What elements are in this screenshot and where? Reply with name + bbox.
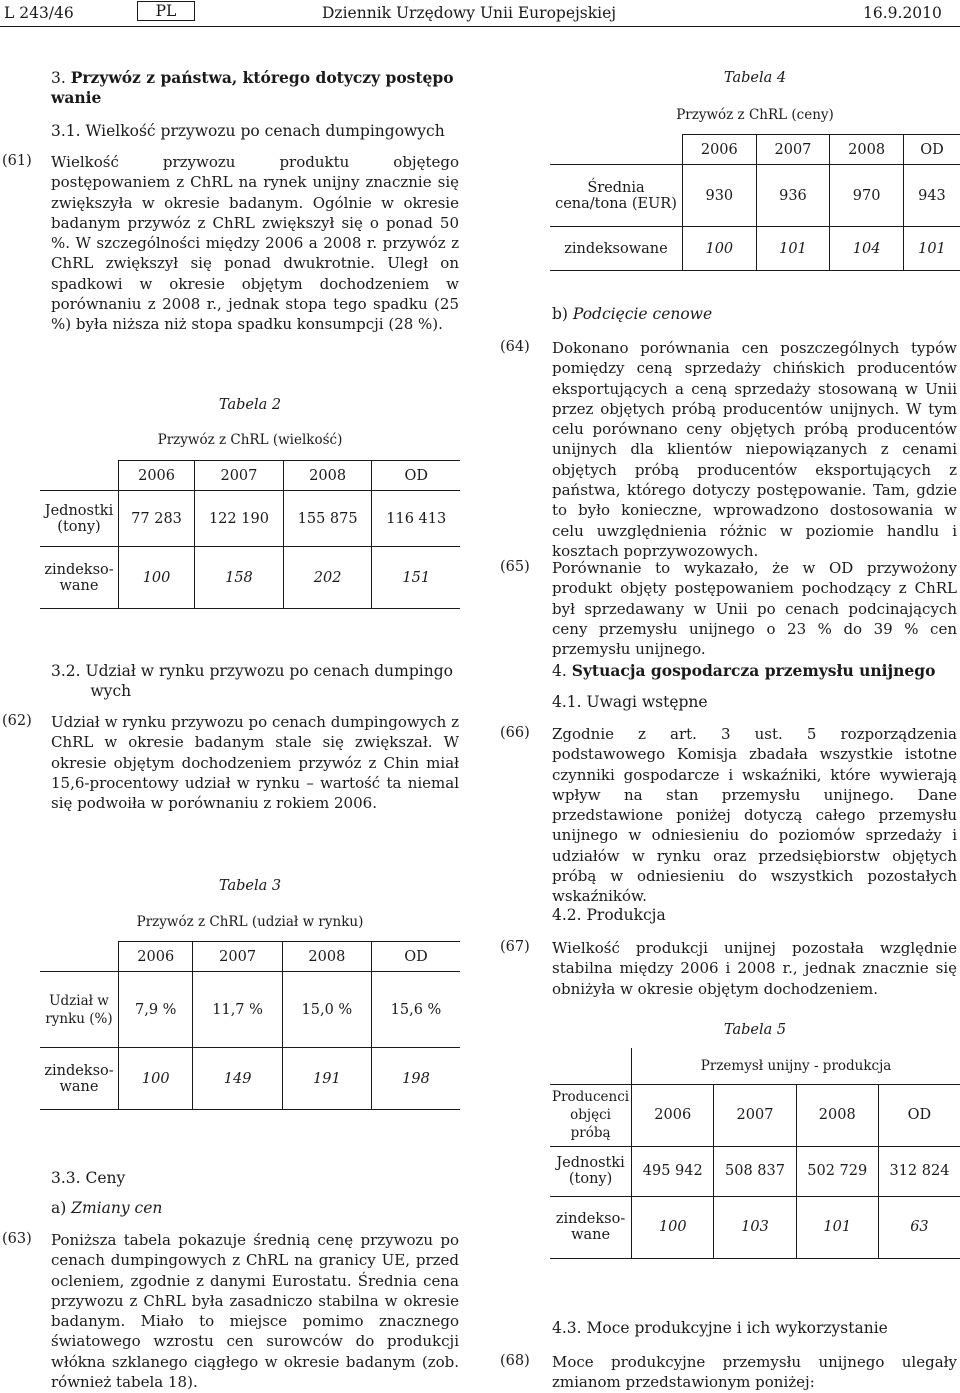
- table-4-cell: 943: [903, 165, 960, 227]
- table-2-cell: 100: [119, 547, 195, 609]
- header-rule: [0, 26, 960, 27]
- table-3-col-header: 2007: [193, 942, 282, 972]
- paragraph-64-text: Dokonano porównania cen poszczególnych typów pomiędzy ceną sprzedaży chińskich producentów eksportujących a ceną sprzedaży stosowaną w Unii przez objętych próbą producentów unijnych. W tym celu porównano ceny objętych próbą producentów unijnych dla klientów niepowiązanych z cenami objętych próbą producentów eksportujących z państwa, którego dotyczy postępowanie. Tam, gdzie to było konieczne, wprowadzono dostosowania w celu uwzględnienia różnic w poziomie handlu i kosztach poprzywozowych.: [552, 339, 957, 560]
- section-3-number: 3.: [51, 69, 66, 87]
- table-3-cell: 198: [372, 1048, 461, 1110]
- paragraph-66-text: Zgodnie z art. 3 ust. 5 rozporządzenia podstawowego Komisja zbadała wszystkie istotne czynniki gospodarcze i wskaźniki, które wywierają wpływ na stan przemysłu unijnego. Dane przedstawione poniżej dotyczą całego przemysłu unijnego w odniesieniu do poziomów sprzedaży i udziałów w rynku oraz przedsiębiorstw objętych próbą w odniesieniu do wszystkich pozostałych wskaźników.: [552, 725, 957, 906]
- table-3-col-header: 2008: [282, 942, 371, 972]
- section-3-3-title: 3.3. Ceny: [51, 1169, 126, 1187]
- section-3-1-title: 3.1. Wielkość przywozu po cenach dumpingowych: [51, 122, 445, 140]
- table-5-subtitle: Przemysł unijny - produkcja: [632, 1048, 960, 1084]
- subsection-b-title: b) Podcięcie cenowe: [552, 305, 713, 323]
- table-3-cell: 7,9 %: [119, 972, 193, 1048]
- paragraph-61-text: Wielkość przywozu produktu objętego postępowaniem z ChRL na rynek unijny znacznie się zwiększyła w okresie badanym. Ogólnie w okresie badanym przywóz z ChRL zwiększył się o ponad 50 %. W szczególności między 2006 a 2008 r. przywóz z ChRL zwiększył się ponad dwukrotnie. Uległ on spadkowi w okresie objętym dochodzeniem w porównaniu z 2008 r., jednak stopa tego spadku (25 %) była niższa niż stopa spadku konsumpcji (28 %).: [51, 153, 459, 334]
- paragraph-65-number: (65): [500, 559, 530, 575]
- table-5-row-label: Jednostki (tony): [550, 1146, 632, 1196]
- table-4-caption: Tabela 4: [723, 70, 787, 86]
- table-3-cell: 15,6 %: [372, 972, 461, 1048]
- section-4-heading: Sytuacja gospodarcza przemysłu unijnego: [571, 661, 936, 680]
- page-reference: L 243/46: [4, 4, 74, 22]
- table-3-cell: 100: [119, 1048, 193, 1110]
- table-2-cell: 116 413: [372, 491, 460, 547]
- table-2-col-header: 2006: [119, 461, 195, 491]
- paragraph-67-number: (67): [500, 939, 530, 955]
- table-5-cell: 508 837: [714, 1146, 796, 1196]
- paragraph-61-number: (61): [2, 153, 32, 169]
- table-5-row-label: zindeksowane: [550, 1196, 632, 1258]
- table-2-cell: 158: [195, 547, 284, 609]
- publication-date: 16.9.2010: [863, 4, 942, 22]
- paragraph-64-number: (64): [500, 339, 530, 355]
- section-3-title: [51, 68, 471, 109]
- table-5-caption: Tabela 5: [723, 1022, 787, 1038]
- table-5-cell: 312 824: [878, 1146, 960, 1196]
- paragraph-67-text: Wielkość produkcji unijnej pozostała względnie stabilna między 2006 i 2008 r., jednak znacznie się obniżyła w okresie objętym dochodzeniem.: [552, 939, 957, 998]
- table-5-cell: 101: [796, 1196, 878, 1258]
- table-4-cell: 930: [683, 165, 757, 227]
- table-2-col-header: 2008: [283, 461, 372, 491]
- table-4-col-header: 2006: [683, 135, 757, 165]
- paragraph-68-text: Moce produkcyjne przemysłu unijnego ulegały zmianom przedstawionym poniżej:: [552, 1353, 957, 1392]
- table-3-cell: 149: [193, 1048, 282, 1110]
- table-2-corner: [40, 461, 119, 491]
- subsection-a-heading: Zmiany cen: [71, 1199, 163, 1217]
- table-2-col-header: 2007: [195, 461, 284, 491]
- table-2-col-header: OD: [372, 461, 460, 491]
- table-3-col-header: 2006: [119, 942, 193, 972]
- table-4-cell: 101: [903, 227, 960, 271]
- table-2-subtitle: Przywóz z ChRL (wielkość): [157, 432, 343, 448]
- table-5-cell: 495 942: [632, 1146, 714, 1196]
- table-5-col-header: OD: [878, 1084, 960, 1146]
- table-3-row-label: zindeksowane: [40, 1048, 119, 1110]
- table-2-row-label: zindeksowane: [40, 547, 119, 609]
- table-5-head-label: Producenci objęci próbą: [550, 1084, 632, 1146]
- section-4-title: [552, 661, 935, 680]
- section-4-3-title: 4.3. Moce produkcyjne i ich wykorzystanie: [552, 1319, 888, 1337]
- table-4-cell: 101: [756, 227, 830, 271]
- table-4-subtitle: Przywóz z ChRL (ceny): [676, 107, 834, 123]
- table-2-caption: Tabela 2: [218, 397, 282, 413]
- journal-title: Dziennik Urzędowy Unii Europejskiej: [322, 4, 617, 22]
- table-4-corner: [550, 135, 683, 165]
- section-4-number: 4.: [552, 662, 567, 680]
- table-2-row-label: Jednostki (tony): [40, 491, 119, 547]
- paragraph-62-number: (62): [2, 713, 32, 729]
- table-2-cell: 77 283: [119, 491, 195, 547]
- table-5-cell: 100: [632, 1196, 714, 1258]
- table-5-cell: 63: [878, 1196, 960, 1258]
- table-3-row-label: Udział w rynku (%): [40, 972, 119, 1048]
- table-4-row-label: Średnia cena/tona (EUR): [550, 165, 683, 227]
- table-4-cell: 104: [830, 227, 904, 271]
- section-3-2-title: 3.2. Udział w rynku przywozu po cenach dumpingo wych: [51, 662, 453, 701]
- table-4-col-header: 2008: [830, 135, 904, 165]
- table-3: [40, 941, 460, 1110]
- table-3-cell: 11,7 %: [193, 972, 282, 1048]
- table-3-caption: Tabela 3: [218, 878, 282, 894]
- table-2-cell: 155 875: [283, 491, 372, 547]
- table-4-cell: 970: [830, 165, 904, 227]
- paragraph-62-text: Udział w rynku przywozu po cenach dumpingowych z ChRL w okresie badanym stale się zwiększał. W okresie objętym dochodzeniem przywóz z Chin miał 15,6-procentowy udział w rynku – wartość ta niemal się podwoiła w porównaniu z rokiem 2006.: [51, 713, 459, 813]
- table-4-cell: 936: [756, 165, 830, 227]
- table-2-cell: 202: [283, 547, 372, 609]
- table-4-row-label: zindeksowane: [550, 227, 683, 271]
- section-4-1-title: 4.1. Uwagi wstępne: [552, 693, 708, 711]
- table-4: [550, 134, 960, 271]
- language-code-box: PL: [137, 1, 195, 21]
- table-5: [550, 1048, 960, 1259]
- table-4-col-header: 2007: [756, 135, 830, 165]
- table-2-cell: 122 190: [195, 491, 284, 547]
- paragraph-68-number: (68): [500, 1353, 530, 1369]
- table-2-cell: 151: [372, 547, 460, 609]
- table-2: [40, 460, 460, 609]
- paragraph-63-text: Poniższa tabela pokazuje średnią cenę przywozu po cenach dumpingowych z ChRL na granicy UE, przed ocleniem, zgodnie z danymi Eurostatu. Średnia cena przywozu z ChRL była zasadniczo stabilna w okresie badanym. Miało to miejsce pomimo znacznego światowego wzrostu cen surowców do produkcji włókna szklanego ciągłego w okresie badanym (zob. również tabela 18).: [51, 1231, 459, 1392]
- section-3-heading: Przywóz z państwa, którego dotyczy postępo wanie: [51, 68, 454, 108]
- section-4-2-title: 4.2. Produkcja: [552, 906, 666, 924]
- table-5-cell: 103: [714, 1196, 796, 1258]
- table-3-cell: 15,0 %: [282, 972, 371, 1048]
- table-5-col-header: 2008: [796, 1084, 878, 1146]
- paragraph-63-number: (63): [2, 1231, 32, 1247]
- table-3-cell: 191: [282, 1048, 371, 1110]
- table-5-col-header: 2006: [632, 1084, 714, 1146]
- table-5-cell: 502 729: [796, 1146, 878, 1196]
- table-3-col-header: OD: [372, 942, 461, 972]
- subsection-b-heading: Podcięcie cenowe: [572, 305, 713, 323]
- subsection-a-title: a) Zmiany cen: [51, 1199, 163, 1217]
- table-3-subtitle: Przywóz z ChRL (udział w rynku): [136, 914, 364, 930]
- paragraph-66-number: (66): [500, 725, 530, 741]
- table-4-cell: 100: [683, 227, 757, 271]
- table-5-corner: [550, 1048, 632, 1084]
- paragraph-65-text: Porównanie to wykazało, że w OD przywożony produkt objęty postępowaniem pochodzący z ChRL był sprzedawany w Unii po cenach podcinających ceny przemysłu unijnego o 23 % do 39 % cen przemysłu unijnego.: [552, 559, 957, 659]
- table-3-corner: [40, 942, 119, 972]
- table-5-col-header: 2007: [714, 1084, 796, 1146]
- table-4-col-header: OD: [903, 135, 960, 165]
